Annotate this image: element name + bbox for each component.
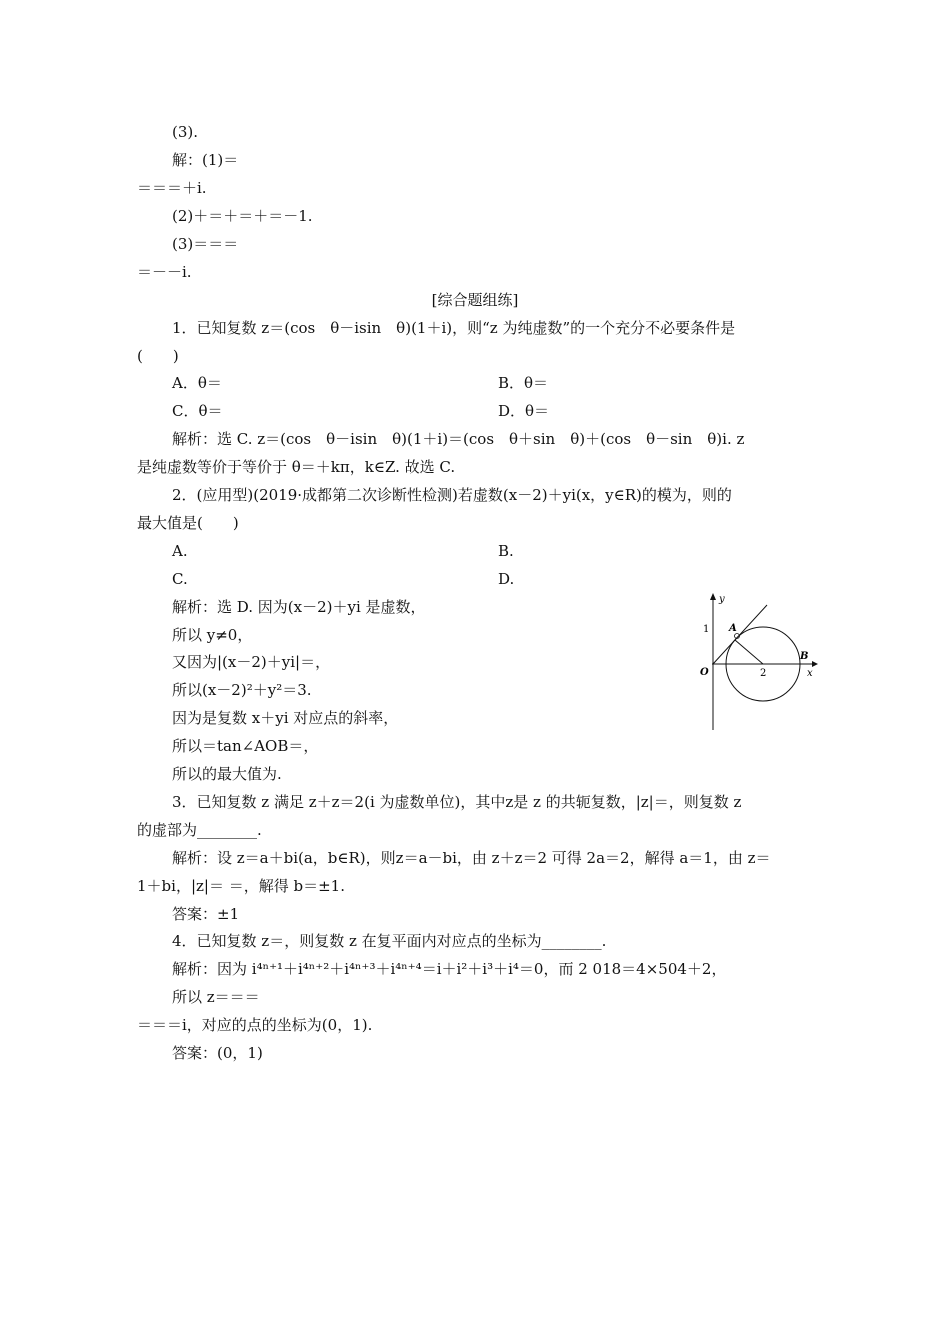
- circle-tangent-figure: [700, 590, 822, 730]
- point-b-label: B: [800, 651, 809, 662]
- radius-line: [735, 640, 763, 664]
- q2-option-d: D.: [498, 570, 515, 588]
- x-tick-label: 2: [760, 668, 767, 679]
- q2-option-c: C.: [172, 570, 188, 588]
- intro-line-5: (3)＝＝＝: [172, 235, 239, 253]
- y-axis-label: y: [719, 594, 725, 605]
- q2-analysis-line-6: 所以＝tan∠AOB＝，: [172, 737, 319, 755]
- q4-analysis-line-1: 解析：因为 i⁴ⁿ⁺¹＋i⁴ⁿ⁺²＋i⁴ⁿ⁺³＋i⁴ⁿ⁺⁴＝i＋i²＋i³＋i⁴＝0，而 2 018＝4×504＋2，: [172, 960, 727, 978]
- y-tick-label: 1: [703, 624, 710, 635]
- q4-analysis-line-3: ＝＝＝i，对应的点的坐标为(0，1).: [137, 1016, 373, 1034]
- q1-analysis-line-2: 是纯虚数等价于等价于 θ＝＋kπ，k∈Z. 故选 C.: [137, 458, 456, 476]
- x-axis-label: x: [807, 668, 813, 679]
- q2-analysis-line-5: 因为是复数 x＋yi 对应点的斜率，: [172, 709, 399, 727]
- q1-stem-line-2: ( ): [137, 347, 179, 365]
- q1-analysis-line-1: 解析：选 C. z＝(cos θ－isin θ)(1＋i)＝(cos θ＋sin θ)＋(cos θ－sin θ)i. z: [172, 430, 745, 448]
- q4-analysis-line-2: 所以 z＝＝＝: [172, 988, 260, 1006]
- q1-option-d: D．θ＝: [498, 402, 550, 420]
- q1-option-a: A．θ＝: [172, 374, 222, 392]
- intro-line-1: (3).: [172, 123, 199, 141]
- q2-analysis-line-2: 所以 y≠0，: [172, 626, 253, 644]
- q2-option-b: B.: [498, 542, 514, 560]
- q4-stem: 4．已知复数 z＝，则复数 z 在复平面内对应点的坐标为________.: [172, 932, 607, 950]
- q2-analysis-line-7: 所以的最大值为.: [172, 765, 282, 783]
- q2-analysis-line-3: 又因为|(x－2)＋yi|＝，: [172, 653, 331, 671]
- q3-answer: 答案：±1: [172, 905, 240, 923]
- q2-analysis-line-4: 所以(x－2)²＋y²＝3.: [172, 681, 312, 699]
- tangent-line: [713, 605, 767, 664]
- q1-option-c: C．θ＝: [172, 402, 223, 420]
- section-title: [综合题组练]: [431, 291, 519, 309]
- q3-stem-line-1: 3．已知复数 z 满足 z＋z＝2(i 为虚数单位)，其中z是 z 的共轭复数，|z|＝，则复数 z: [172, 793, 742, 811]
- q2-stem-line-1: 2．(应用型)(2019·成都第二次诊断性检测)若虚数(x－2)＋yi(x，y∈R)的模为，则的: [172, 486, 732, 504]
- q4-answer: 答案：(0，1): [172, 1044, 263, 1062]
- y-axis-arrow: [710, 593, 716, 600]
- q1-option-b: B．θ＝: [498, 374, 549, 392]
- intro-line-3: ＝＝＝＋i.: [137, 179, 207, 197]
- intro-line-4: (2)＋＝＋＝＋＝－1.: [172, 207, 313, 225]
- q2-option-a: A.: [172, 542, 188, 560]
- q2-analysis-line-1: 解析：选 D. 因为(x－2)＋yi 是虚数，: [172, 598, 426, 616]
- intro-line-6: ＝－－i.: [137, 263, 192, 281]
- q1-stem-line-1: 1．已知复数 z＝(cos θ－isin θ)(1＋i)，则“z 为纯虚数”的一个充分不必要条件是: [172, 319, 736, 337]
- q3-analysis-line-1: 解析：设 z＝a＋bi(a，b∈R)，则z＝a－bi，由 z＋z＝2 可得 2a＝2，解得 a＝1，由 z＝: [172, 849, 771, 867]
- point-a-label: A: [729, 623, 737, 634]
- q2-stem-line-2: 最大值是( ): [137, 514, 239, 532]
- intro-line-2: 解：(1)＝: [172, 151, 239, 169]
- origin-label: O: [700, 667, 709, 678]
- q3-analysis-line-2: 1＋bi，|z|＝ ＝，解得 b＝±1.: [137, 877, 345, 895]
- x-axis-arrow: [812, 661, 818, 667]
- q3-stem-line-2: 的虚部为________.: [137, 821, 262, 839]
